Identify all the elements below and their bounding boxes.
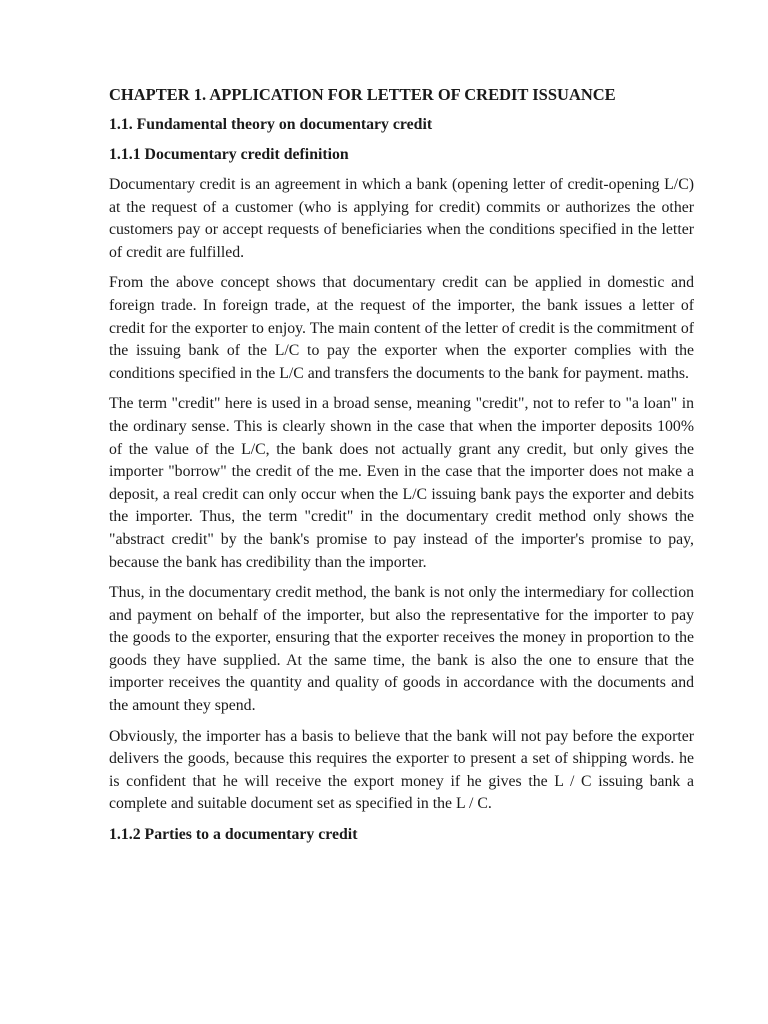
subsection-heading-1-1-1: 1.1.1 Documentary credit definition — [109, 146, 349, 163]
chapter-title: CHAPTER 1. APPLICATION FOR LETTER OF CREDIT ISSUANCE — [109, 85, 616, 104]
section-heading-1-1: 1.1. Fundamental theory on documentary credit — [109, 116, 433, 133]
paragraph-definition: Documentary credit is an agreement in which a bank (opening letter of credit-opening L/C) at the request of a customer (who is applying for credit) commits or authorizes the other customers pay or accept requests of beneficiaries when the conditions specified in the letter of credit are fulfilled. — [109, 176, 694, 261]
document-page — [109, 84, 694, 854]
subsection-heading-1-1-2: 1.1.2 Parties to a documentary credit — [109, 826, 358, 844]
paragraph-concept: From the above concept shows that documentary credit can be applied in domestic and foreign trade. In foreign trade, at the request of the importer, the bank issues a letter of credit for the exporter to enjoy. The main content of the letter of credit is the commitment of the issuing bank of the L/C to pay the exporter when the exporter complies with the conditions specified in the L/C and transfers the documents to the bank for payment. maths. — [109, 274, 694, 382]
paragraph-credit-term: The term "credit" here is used in a broad sense, meaning "credit", not to refer to "a loan" in the ordinary sense. This is clearly shown in the case that when the importer deposits 100% of the value of the L/C, the bank does not actually grant any credit, but only gives the importer "borrow" the credit of the me. Even in the case that the importer does not make a deposit, a real credit can only occur when the L/C issuing bank pays the exporter and debits the importer. Thus, the term "credit" in the documentary credit method only shows the "abstract credit" by the bank's promise to pay instead of the importer's promise to pay, because the bank has credibility than the importer. — [109, 395, 694, 571]
paragraph-bank-role: Thus, in the documentary credit method, the bank is not only the intermediary for collection and payment on behalf of the importer, but also the representative for the importer to pay the goods to the exporter, ensuring that the exporter receives the money in proportion to the goods they have supplied. At the same time, the bank is also the one to ensure that the importer receives the quantity and quality of goods in accordance with the documents and the amount they spend. — [109, 584, 694, 715]
paragraph-importer-basis: Obviously, the importer has a basis to believe that the bank will not pay before the exporter delivers the goods, because this requires the exporter to present a set of shipping words. he is confident that he will receive the export money if he gives the L / C issuing bank a complete and suitable document set as specified in the L / C. — [109, 727, 694, 813]
